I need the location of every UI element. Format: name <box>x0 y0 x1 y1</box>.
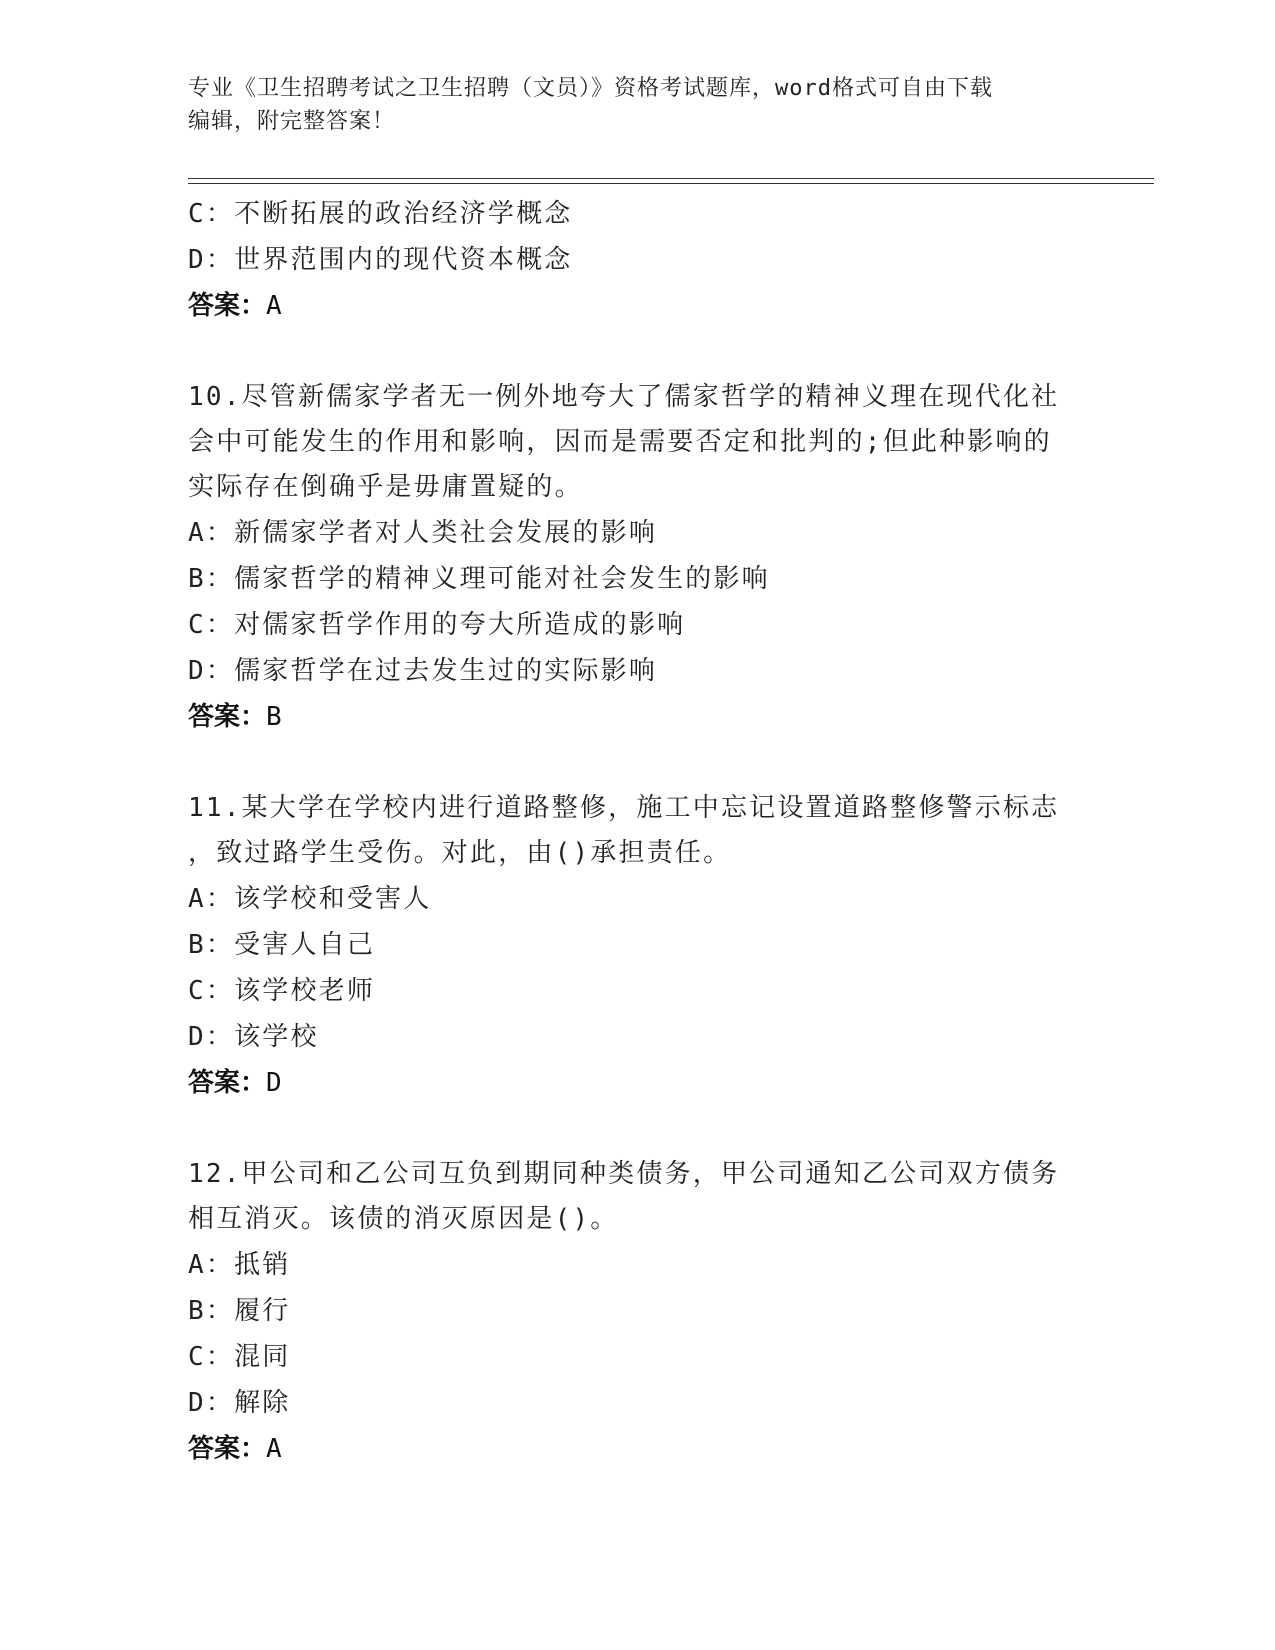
option-a: A：新儒家学者对人类社会发展的影响 <box>188 518 658 548</box>
answer-value: A <box>266 1434 283 1464</box>
option-c: C：对儒家哲学作用的夸大所造成的影响 <box>188 610 686 640</box>
option-c: C：混同 <box>188 1342 291 1372</box>
answer-value: B <box>266 702 283 732</box>
answer-line <box>188 283 1088 329</box>
question-stem-line: 11.某大学在学校内进行道路整修，施工中忘记设置道路整修警示标志 <box>188 793 1060 823</box>
option-d: D：世界范围内的现代资本概念 <box>188 245 573 275</box>
question-stem-line: 12.甲公司和乙公司互负到期同种类债务，甲公司通知乙公司双方债务 <box>188 1159 1060 1189</box>
option-c: C：不断拓展的政治经济学概念 <box>188 199 573 229</box>
question-stem-line: ，致过路学生受伤。对此，由()承担责任。 <box>188 838 732 868</box>
option-b: B：受害人自己 <box>188 930 376 960</box>
header-line-2: 编辑，附完整答案！ <box>188 109 396 134</box>
question-12 <box>188 1152 1088 1472</box>
answer-label: 答案： <box>188 702 267 732</box>
answer-label: 答案： <box>188 1068 267 1098</box>
header-divider-top <box>188 178 1154 179</box>
option-a: A：该学校和受害人 <box>188 884 432 914</box>
question-10 <box>188 375 1088 740</box>
question-stem-line: 相互消灭。该债的消灭原因是()。 <box>188 1204 619 1234</box>
question-stem-line: 10.尽管新儒家学者无一例外地夸大了儒家哲学的精神义理在现代化社 <box>188 382 1060 412</box>
header-line-1: 专业《卫生招聘考试之卫生招聘（文员）》资格考试题库，word格式可自由下载 <box>188 76 993 101</box>
option-c: C：该学校老师 <box>188 976 376 1006</box>
option-b: B：履行 <box>188 1296 291 1326</box>
answer-label: 答案： <box>188 291 267 321</box>
answer-value: A <box>266 291 283 321</box>
answer-line <box>188 1060 1088 1106</box>
question-stem-line: 会中可能发生的作用和影响，因而是需要否定和批判的;但此种影响的 <box>188 427 1052 457</box>
answer-label: 答案： <box>188 1434 267 1464</box>
header-divider-bottom <box>188 183 1154 184</box>
option-d: D：儒家哲学在过去发生过的实际影响 <box>188 656 658 686</box>
question-list <box>188 191 1088 1472</box>
question-stem-line: 实际存在倒确乎是毋庸置疑的。 <box>188 472 583 502</box>
answer-line <box>188 1426 1088 1472</box>
option-a: A：抵销 <box>188 1250 291 1280</box>
answer-line <box>188 694 1088 740</box>
option-d: D：解除 <box>188 1388 291 1418</box>
document-header <box>188 72 1068 138</box>
question-9-continued <box>188 191 1088 329</box>
option-b: B：儒家哲学的精神义理可能对社会发生的影响 <box>188 564 770 594</box>
question-11 <box>188 786 1088 1106</box>
answer-value: D <box>266 1068 283 1098</box>
option-d: D：该学校 <box>188 1022 319 1052</box>
